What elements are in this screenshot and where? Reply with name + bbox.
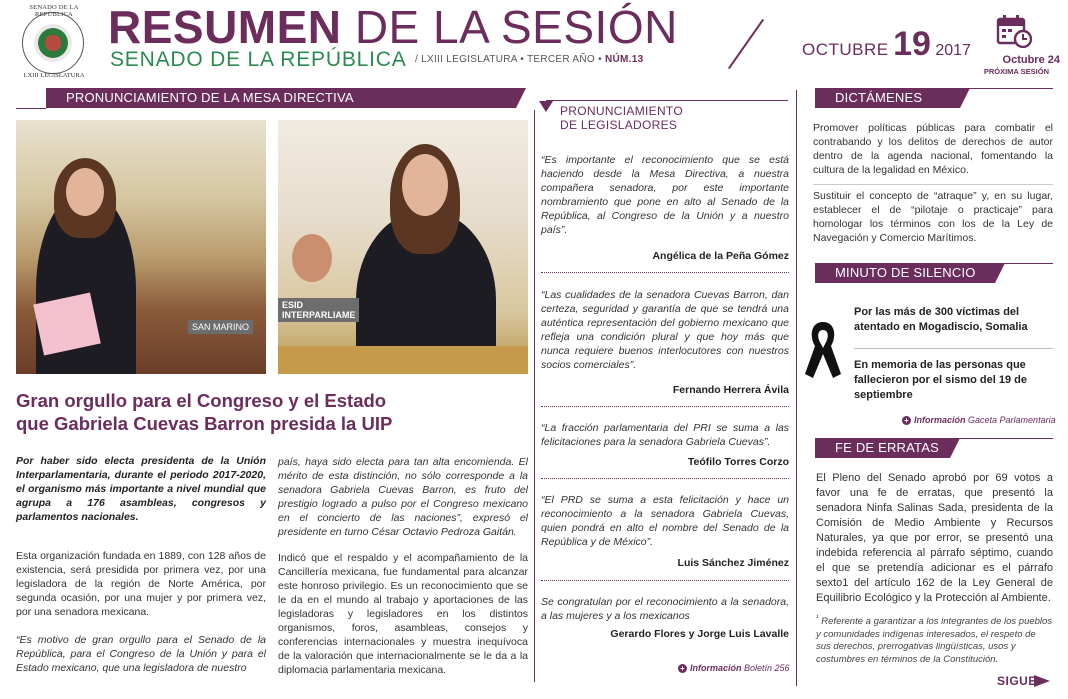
photo-assembly-hall: [16, 120, 266, 374]
quote-separator-1: [541, 272, 789, 273]
legislator-quote-1: “Es importante el reconocimiento que se está haciendo desde la Mesa Directiva, a nuestra compañera senadora, por este importante nombramiento que pone en alto al Senado de la República, al Congreso de la Unión y a nuestro país”.: [541, 154, 789, 236]
info-boletin-source: Boletín 256: [744, 663, 790, 673]
section-mesa-directiva: [46, 88, 516, 108]
erratas-text: El Pleno del Senado aprobó por 69 votos a favor una fe de erratas, que presentó la senadora Ninfa Salinas Sada, presidenta de la Comisión de Medio Ambiente y Recursos Naturales, ya que por error, se presentó una indebida referencia al párrafo séptimo, cuando el que se pretendía adicionar es el párrafo sexto1 del artículo 162 de la Ley General de Equilibrio Ecológico y la Protección al Ambiente.: [816, 472, 1053, 604]
issue-number: NÚM.13: [604, 54, 644, 65]
article-paragraph-2: “Es motivo de gran orgullo para el Senado de la República, para el Congreso de la Unión y para el Estado mexicano, que una legisladora de nuestro: [16, 634, 266, 674]
section-legisladores-line1: PRONUNCIAMIENTO: [560, 104, 683, 118]
info-boletin-link[interactable]: [678, 663, 790, 673]
legisladores-top-line: [546, 100, 788, 101]
article-paragraph-4: Indicó que el respaldo y el acompañamiento de la Cancillería mexicana, fue fundamental para alcanzar este honroso privilegio. Es un reconocimiento que se le da en el mundo al trabajo y aportaciones de las legisladoras y legisladores en los distintos organismos, foros, asambleas, consejos y conferencias internacionales y muestra inequívoca de la valoración que internacionalmente se le da a la diplomacia parlamentaria mexicana.: [278, 552, 528, 676]
info-boletin-label: Información: [690, 663, 742, 673]
silence-separator: [854, 348, 1053, 349]
legislator-author-5: Gerardo Flores y Jorge Luis Lavalle: [610, 628, 789, 640]
silence-item-sismo: En memoria de las personas que fallecieron por el sismo del 19 de septiembre: [854, 359, 1028, 401]
seal-top-text: SENADO DE LA REPÚBLICA: [29, 4, 79, 18]
photo1-nameplate: SAN MARINO: [188, 320, 253, 334]
section-legisladores: [560, 104, 683, 132]
section-dictamenes: [815, 88, 960, 108]
footnote-mark: ¹: [816, 613, 819, 622]
column-divider-left: [534, 110, 535, 682]
eagle-emblem-icon: [34, 24, 72, 62]
erratas-line: [958, 438, 1053, 439]
photo-podium: [278, 120, 528, 374]
erratas-footnote: [816, 612, 1053, 666]
legislator-quote-3: “La fracción parlamentaria del PRI se suma a las felicitaciones para la senadora Gabriela Cuevas”.: [541, 422, 789, 448]
dictamen-separator: [813, 184, 1053, 185]
column-divider-right: [796, 90, 797, 686]
section-minuto-silencio: [815, 263, 995, 283]
subtitle: [110, 48, 643, 72]
quote-separator-4: [541, 580, 789, 581]
photo2-face: [402, 154, 448, 216]
article-paragraph-3: país, haya sido electa para tan alta encomienda. El mérito de esta distinción, no sólo corresponde a la senadora Gabriela Cuevas Barron, es fruto del prestigio logrado a pulso por el Congreso mexicano en el concierto de las naciones”, expresó el presidente en turno César Octavio Pedroza Gaitán.: [278, 456, 528, 538]
plus-circle-icon: +: [902, 416, 911, 425]
senate-seal: [14, 4, 94, 80]
date-year: 2017: [935, 42, 971, 59]
article-lead: Por haber sido electa presidenta de la Unión Interparlamentaria, durante el periodo 2017-2020, el organismo más importante a nivel mundial que agrupa a 176 asambleas, congresos y parlamentos nacionales.: [16, 455, 266, 523]
calendar-clock-icon: [996, 14, 1032, 48]
section-dictamenes-label: DICTÁMENES: [835, 90, 923, 105]
section-minuto-label: MINUTO DE SILENCIO: [835, 265, 976, 280]
dictamen-2: Sustituir el concepto de “atraque” y, en su lugar, establecer el de “pilotaje o practicaje” para homologar los términos con los de la Ley de Navegación y Comercio Marítimos.: [813, 190, 1053, 244]
legislator-author-4: Luis Sánchez Jiménez: [677, 557, 789, 569]
dictamenes-line: [968, 88, 1053, 89]
quote-separator-3: [541, 478, 789, 479]
legislator-quote-5: Se congratulan por el reconocimiento a la senadora, a las mujeres y a los mexicanos: [541, 596, 789, 622]
section-fe-de-erratas: [815, 438, 950, 458]
photo2-man-face: [292, 234, 332, 282]
minuto-line: [1003, 263, 1053, 264]
session-date: [802, 25, 971, 64]
mesa-underline: [16, 108, 46, 109]
headline-line2: que Gabriela Cuevas Barron presida la UIP: [16, 413, 393, 434]
headline-line1: Gran orgullo para el Congreso y el Estado: [16, 390, 387, 411]
sigue-button[interactable]: SIGUE: [997, 674, 1037, 688]
footnote-text: Referente a garantizar a los integrantes de los pueblos y comunidades indígenas interesados, el respeto de sus derechos, prerrogativas lingüísticas, usos y costumbres en términos de la Constitución.: [816, 616, 1053, 665]
legislator-author-2: Fernando Herrera Ávila: [672, 384, 789, 396]
next-session-label: PRÓXIMA SESIÓN: [983, 67, 1049, 76]
dictamen-1: Promover políticas públicas para combatir el contrabando y los delitos de derechos de autor dentro de la agenda nacional, fomentando la cultura de la legalidad en México.: [813, 122, 1053, 176]
page-title: [108, 2, 678, 52]
photo1-face: [66, 168, 104, 216]
legislature-meta: [415, 54, 643, 65]
info-gaceta-label: Información: [914, 415, 966, 425]
title-light: DE LA SESIÓN: [354, 1, 678, 53]
info-gaceta-link[interactable]: [902, 415, 1056, 425]
next-session-date: Octubre 24: [1002, 54, 1060, 66]
date-day: 19: [893, 25, 931, 63]
senate-name: SENADO DE LA REPÚBLICA: [110, 48, 407, 71]
plus-circle-icon: +: [678, 664, 687, 673]
info-gaceta-source: Gaceta Parlamentaria: [968, 415, 1056, 425]
arrow-right-icon[interactable]: [1034, 675, 1050, 687]
legislators-marker-icon: [539, 101, 553, 112]
article-paragraph-1: Esta organización fundada en 1889, con 128 años de existencia, será presidida por primera vez, por una legisladora de la región de Norte América, por segunda ocasión, por una mujer y por primera vez, por una senadora mexicana.: [16, 550, 266, 618]
section-mesa-label: PRONUNCIAMIENTO DE LA MESA DIRECTIVA: [66, 90, 354, 105]
article-headline: [16, 389, 516, 435]
legislature-text: / LXIII LEGISLATURA • TERCER AÑO •: [414, 54, 602, 65]
quote-separator-2: [541, 406, 789, 407]
silence-item-mogadiscio: Por las más de 300 víctimas del atentado en Mogadiscio, Somalia: [854, 306, 1028, 333]
date-month: OCTUBRE: [802, 40, 889, 59]
legislator-quote-4: “El PRD se suma a esta felicitación y hace un reconocimiento a la senadora Gabriela Cuevas, quien pondrá en alto el nombre del Senado de la República y de México”.: [541, 494, 789, 548]
photo2-nameplate: ESID INTERPARLIAME: [278, 298, 359, 322]
section-legisladores-line2: DE LEGISLADORES: [560, 118, 678, 132]
legislator-author-3: Teófilo Torres Corzo: [687, 456, 789, 468]
legislator-author-1: Angélica de la Peña Gómez: [652, 250, 789, 262]
photo2-podium: [278, 346, 528, 374]
header-divider: [728, 19, 764, 69]
seal-bottom-text: LXIII LEGISLATURA: [23, 72, 85, 79]
section-erratas-label: FE DE ERRATAS: [835, 440, 939, 455]
legislator-quote-2: “Las cualidades de la senadora Cuevas Barron, dan certeza, seguridad y garantía de que se tendrá una auténtica representación del gobierno mexicano que refleja una condición plural y que hoy más que nunca requiere buenos interlocutores con nuestros socios comerciales”.: [541, 289, 789, 371]
title-bold: RESUMEN: [108, 1, 342, 53]
mourning-ribbon-icon: [803, 318, 843, 380]
